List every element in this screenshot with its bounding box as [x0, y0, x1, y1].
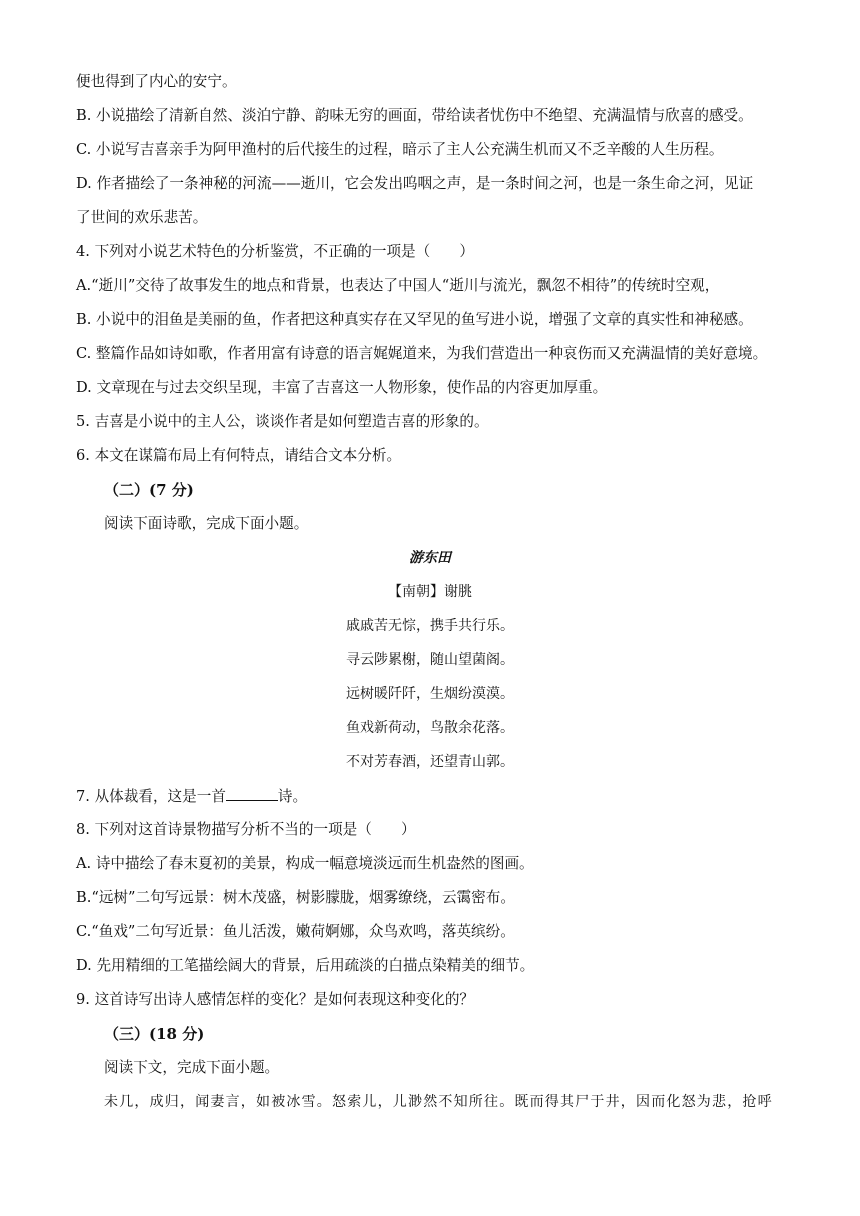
- q5-question: 5. 吉喜是小说中的主人公，谈谈作者是如何塑造吉喜的形象的。: [76, 413, 489, 430]
- q2-tail: 便也得到了内心的安宁。: [76, 73, 237, 90]
- q2-option-d-line2: 了世间的欢乐悲苦。: [76, 209, 208, 226]
- q2-option-d-line1: D. 作者描绘了一条神秘的河流——逝川，它会发出呜咽之声，是一条时间之河，也是一条生命之河，见证: [76, 175, 754, 192]
- answer-blank: [226, 786, 278, 801]
- q6-question: 6. 本文在谋篇布局上有何特点，请结合文本分析。: [76, 447, 402, 464]
- q4-stem: 4. 下列对小说艺术特色的分析鉴赏，不正确的一项是（ ）: [76, 243, 475, 260]
- q8-stem: 8. 下列对这首诗景物描写分析不当的一项是（ ）: [76, 821, 416, 838]
- section3-heading: （三）(18 分): [104, 1025, 205, 1043]
- q8-option-b: B.“远树”二句写远景：树木茂盛，树影朦胧，烟雾缭绕，云霭密布。: [76, 889, 515, 906]
- poem-title: 游东田: [409, 550, 451, 566]
- q4-option-c: C. 整篇作品如诗如歌，作者用富有诗意的语言娓娓道来，为我们营造出一种哀伤而又充满温情的美好意境。: [76, 345, 768, 362]
- q4-option-b: B. 小说中的泪鱼是美丽的鱼，作者把这种真实存在又罕见的鱼写进小说，增强了文章的真实性和神秘感。: [76, 311, 753, 328]
- q8-option-a: A. 诗中描绘了春末夏初的美景，构成一幅意境淡远而生机盎然的图画。: [76, 855, 534, 872]
- section2-heading: （二）(7 分): [104, 481, 194, 499]
- q7-text-before: 7. 从体裁看，这是一首: [76, 788, 226, 805]
- poem-line: 鱼戏新荷动，鸟散余花落。: [346, 720, 514, 736]
- section3-instruction: 阅读下文，完成下面小题。: [104, 1059, 280, 1076]
- q9-question: 9. 这首诗写出诗人感情怎样的变化？是如何表现这种变化的？: [76, 991, 475, 1008]
- q2-option-c: C. 小说写吉喜亲手为阿甲渔村的后代接生的过程，暗示了主人公充满生机而又不乏辛酸的人生历程。: [76, 141, 724, 158]
- q7-text-after: 诗。: [277, 788, 308, 805]
- q7-question: [76, 786, 800, 807]
- poem-line: 寻云陟累榭，随山望菌阁。: [346, 652, 514, 668]
- q2-option-b: B. 小说描绘了清新自然、淡泊宁静、韵味无穷的画面，带给读者忧伤中不绝望、充满温情与欣喜的感受。: [76, 107, 753, 124]
- q8-option-d: D. 先用精细的工笔描绘阔大的背景，后用疏淡的白描点染精美的细节。: [76, 957, 535, 974]
- poem-author: 【南朝】谢朓: [388, 584, 472, 600]
- q4-option-a: A.“逝川”交待了故事发生的地点和背景，也表达了中国人“逝川与流光，飘忽不相待”的传统时空观，: [76, 277, 720, 294]
- poem-line: 远树暖阡阡，生烟纷漠漠。: [346, 686, 514, 702]
- poem-line: 戚戚苦无悰，携手共行乐。: [346, 618, 514, 634]
- classical-prose-line: 未几，成归，闻妻言，如被冰雪。怒索儿，儿渺然不知所往。既而得其尸于井，因而化怒为悲，抢呼: [104, 1094, 773, 1110]
- poem-line: 不对芳春酒，还望青山郭。: [346, 754, 514, 770]
- section2-instruction: 阅读下面诗歌，完成下面小题。: [104, 515, 309, 532]
- q8-option-c: C.“鱼戏”二句写近景：鱼儿活泼，嫩荷婀娜，众鸟欢鸣，落英缤纷。: [76, 923, 515, 940]
- q4-option-d: D. 文章现在与过去交织呈现，丰富了吉喜这一人物形象，使作品的内容更加厚重。: [76, 379, 608, 396]
